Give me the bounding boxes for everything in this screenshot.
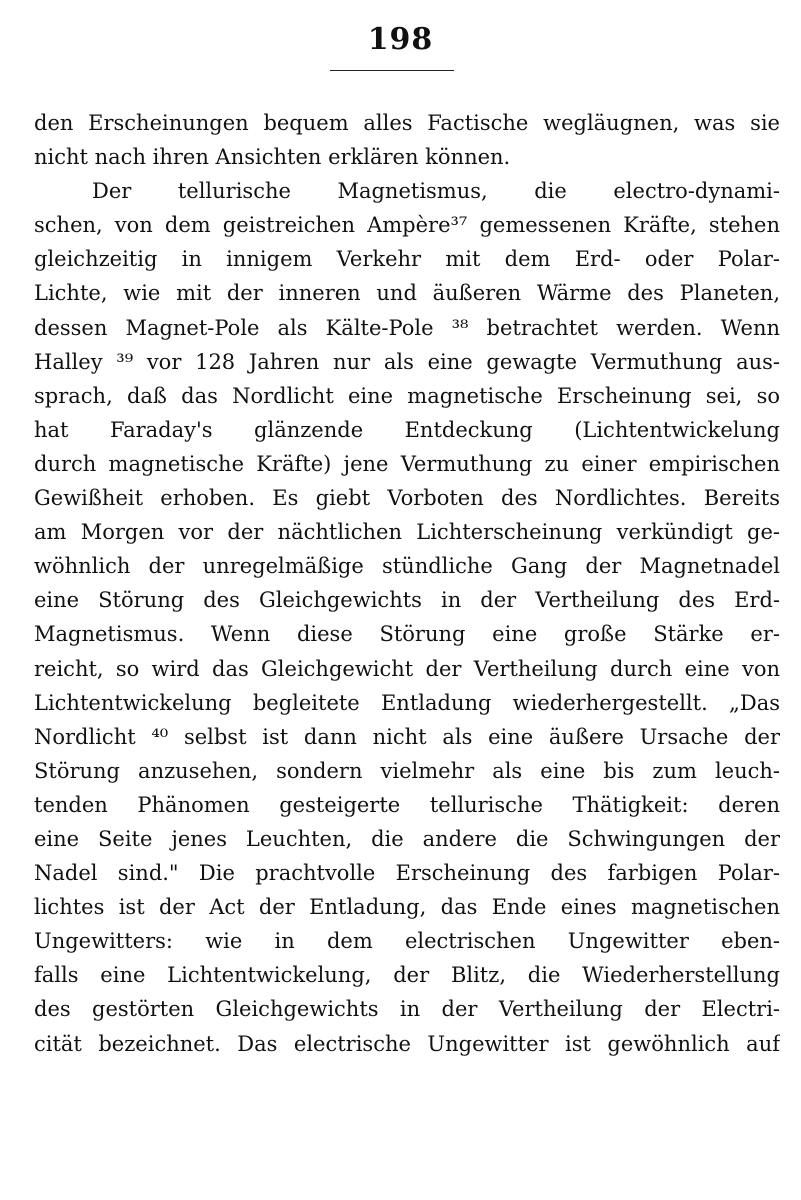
text-line: Der tellurische Magnetismus, die electro-dynami- xyxy=(92,179,780,204)
text-line: tenden Phänomen gesteigerte tellurische Thätigkeit: deren xyxy=(34,792,780,817)
text-line: wöhnlich der unregelmäßige stündliche Gang der Magnetnadel xyxy=(34,554,780,579)
text-line: gleichzeitig in innigem Verkehr mit dem Erd- oder Polar- xyxy=(34,247,780,272)
text-line: Gewißheit erhoben. Es giebt Vorboten des Nordlichtes. Bereits xyxy=(34,486,780,511)
body-text xyxy=(34,106,780,1061)
text-line: durch magnetische Kräfte) jene Vermuthung zu einer empirischen xyxy=(34,451,780,476)
text-line: cität bezeichnet. Das electrische Ungewitter ist gewöhnlich auf xyxy=(34,1031,780,1056)
text-line: des gestörten Gleichgewichts in der Vertheilung der Electri- xyxy=(34,997,780,1022)
text-line: Nadel sind." Die prachtvolle Erscheinung des farbigen Polar- xyxy=(34,861,780,886)
text-line: eine Störung des Gleichgewichts in der Vertheilung des Erd- xyxy=(34,588,780,613)
text-line: eine Seite jenes Leuchten, die andere die Schwingungen der xyxy=(34,826,780,851)
page-number: 198 xyxy=(367,22,434,57)
text-line: den Erscheinungen bequem alles Factische wegläugnen, was sie xyxy=(34,111,780,135)
text-line: dessen Magnet-Pole als Kälte-Pole ³⁸ betrachtet werden. Wenn xyxy=(34,315,780,340)
text-line: sprach, daß das Nordlicht eine magnetische Erscheinung sei, so xyxy=(34,383,780,408)
text-line: Ungewitters: wie in dem electrischen Ungewitter eben- xyxy=(34,929,780,954)
text-line: Lichte, wie mit der inneren und äußeren Wärme des Planeten, xyxy=(34,281,780,306)
text-line: Störung anzusehen, sondern vielmehr als eine bis zum leuch- xyxy=(34,758,780,783)
text-line: nicht nach ihren Ansichten erklären können. xyxy=(34,145,511,170)
header-rule xyxy=(330,70,454,71)
text-line: Nordlicht ⁴⁰ selbst ist dann nicht als eine äußere Ursache der xyxy=(34,724,780,749)
text-line: reicht, so wird das Gleichgewicht der Vertheilung durch eine von xyxy=(34,656,780,681)
text-line: am Morgen vor der nächtlichen Lichterscheinung verkündigt ge- xyxy=(34,520,780,545)
text-line: Halley ³⁹ vor 128 Jahren nur als eine gewagte Vermuthung aus- xyxy=(34,349,780,374)
text-line: lichtes ist der Act der Entladung, das Ende eines magnetischen xyxy=(34,895,780,920)
text-line: Lichtentwickelung begleitete Entladung wiederhergestellt. „Das xyxy=(34,690,780,715)
text-line: hat Faraday's glänzende Entdeckung (Lichtentwickelung xyxy=(34,417,780,442)
text-line: Magnetismus. Wenn diese Störung eine große Stärke er- xyxy=(34,622,780,647)
text-line: falls eine Lichtentwickelung, der Blitz, die Wiederherstellung xyxy=(34,963,780,988)
text-line: schen, von dem geistreichen Ampère³⁷ gemessenen Kräfte, stehen xyxy=(34,213,780,238)
